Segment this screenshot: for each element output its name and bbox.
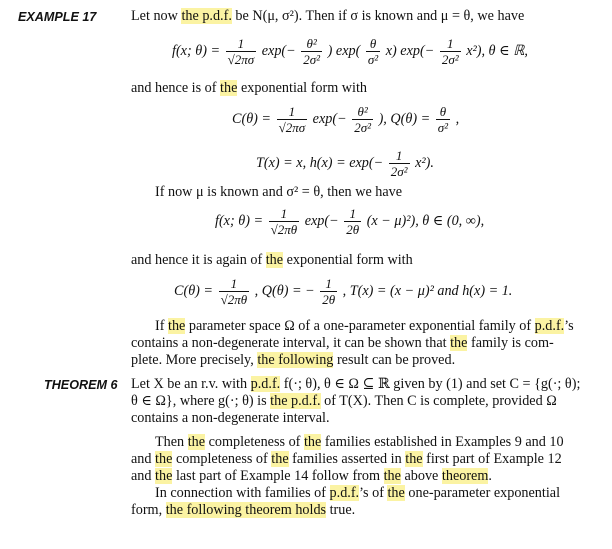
text: θ ∈ Ω}, where g(·; θ) is	[131, 393, 271, 409]
highlight: the	[303, 434, 322, 450]
denominator: 2σ²	[441, 52, 459, 67]
numerator: 1	[226, 36, 257, 52]
text: ’s of	[359, 485, 388, 501]
denominator: √2πσ	[278, 120, 306, 135]
eq-text: exp(−	[304, 212, 339, 229]
highlight: p.d.f.	[250, 376, 281, 392]
theorem-line-1	[131, 376, 580, 393]
theorem-label: THEOREM 6	[44, 378, 118, 392]
eq-text: x) exp(−	[385, 42, 435, 59]
highlight: the	[387, 485, 405, 501]
example-line-4	[131, 252, 413, 269]
highlight: the p.d.f.	[270, 393, 321, 409]
para1-line-2	[131, 335, 554, 352]
denominator: 2σ²	[354, 120, 372, 135]
fraction	[436, 104, 450, 135]
eq-text: ,	[455, 110, 460, 127]
numerator: θ	[366, 36, 380, 52]
numerator: 1	[389, 148, 410, 164]
numerator: 1	[219, 276, 250, 292]
text: exponential form with	[283, 252, 413, 268]
text: In connection with families of	[155, 485, 330, 501]
text: ’s	[564, 318, 574, 334]
highlight: the	[155, 468, 173, 484]
highlight: the	[405, 451, 423, 467]
highlight: the	[265, 252, 284, 268]
fraction	[219, 276, 250, 307]
text: first part of Example 12	[422, 451, 562, 467]
equation-4	[215, 206, 484, 237]
highlight: the	[450, 335, 468, 351]
text: and	[131, 451, 156, 467]
highlight: the	[383, 468, 401, 484]
denominator: σ²	[367, 52, 379, 67]
text: Let now	[131, 8, 182, 24]
text: contains a non-degenerate interval, it can be shown that	[131, 335, 451, 351]
example-label: EXAMPLE 17	[18, 10, 97, 24]
text: and hence is of	[131, 80, 221, 96]
numerator: 1	[269, 206, 300, 222]
para1-line-1	[155, 318, 574, 335]
denominator: √2πθ	[270, 222, 298, 237]
text: families established in Examples 9 and 10	[321, 434, 564, 450]
fraction	[344, 206, 361, 237]
eq-text: , T(x) = (x − μ)² and h(x) = 1.	[342, 282, 513, 299]
fraction	[320, 276, 337, 307]
highlight: the p.d.f.	[181, 8, 232, 24]
fraction	[352, 104, 373, 135]
text: of T(X). Then C is complete, provided Ω	[320, 393, 557, 409]
text: one-parameter exponential	[404, 485, 561, 501]
equation-1	[172, 36, 528, 67]
example-intro	[131, 8, 524, 25]
text: and	[131, 468, 156, 484]
denominator: √2πθ	[220, 292, 248, 307]
text: above	[400, 468, 442, 484]
denominator: 2σ²	[303, 52, 321, 67]
eq-text: C(θ) =	[174, 282, 214, 299]
text: true.	[326, 502, 356, 518]
eq-text: f(x; θ) =	[172, 42, 221, 59]
equation-2	[232, 104, 459, 135]
numerator: 1	[277, 104, 308, 120]
fraction	[440, 36, 461, 67]
highlight: the	[155, 451, 173, 467]
denominator: 2θ	[346, 222, 360, 237]
text: family is com-	[467, 335, 554, 351]
numerator: θ²	[301, 36, 322, 52]
highlight: the following	[257, 352, 334, 368]
text: result can be proved.	[333, 352, 456, 368]
fraction	[301, 36, 322, 67]
eq-text: x²), θ ∈ ℝ,	[466, 42, 528, 59]
theorem-line-3: contains a non-degenerate interval.	[131, 410, 330, 426]
para2-line-3	[131, 468, 492, 485]
equation-3	[256, 148, 434, 179]
numerator: θ	[436, 104, 450, 120]
numerator: θ²	[352, 104, 373, 120]
numerator: 1	[344, 206, 361, 222]
highlight: the	[168, 318, 186, 334]
text: If	[155, 318, 168, 334]
para2-line-1	[155, 434, 564, 451]
para1-line-3	[131, 352, 455, 369]
eq-text: T(x) = x, h(x) = exp(−	[256, 154, 384, 171]
eq-text: (x − μ)²), θ ∈ (0, ∞),	[366, 212, 485, 229]
text: Let X be an r.v. with	[131, 376, 251, 392]
denominator: √2πσ	[227, 52, 255, 67]
highlight: theorem	[441, 468, 489, 484]
highlight: the	[187, 434, 206, 450]
numerator: 1	[440, 36, 461, 52]
theorem-line-2	[131, 393, 557, 410]
eq-text: exp(−	[312, 110, 347, 127]
text: .	[488, 468, 492, 484]
fraction	[269, 206, 300, 237]
equation-5	[174, 276, 512, 307]
text: last part of Example 14 follow from	[172, 468, 384, 484]
highlight: the	[271, 451, 289, 467]
eq-text: x²).	[415, 154, 434, 171]
text: completeness of	[205, 434, 304, 450]
text: form,	[131, 502, 166, 518]
fraction	[277, 104, 308, 135]
text: f(·; θ), θ ∈ Ω ⊆ ℝ given by (1) and set C = {g(·; θ);	[280, 376, 581, 392]
denominator: 2σ²	[390, 164, 408, 179]
text: plete. More precisely,	[131, 352, 258, 368]
text: parameter space Ω of a one-parameter exponential family of	[185, 318, 535, 334]
para2-line-5	[131, 502, 355, 519]
fraction	[366, 36, 380, 67]
eq-text: ), Q(θ) =	[378, 110, 431, 127]
denominator: 2θ	[322, 292, 336, 307]
para2-line-2	[131, 451, 562, 468]
example-line-3: If now μ is known and σ² = θ, then we have	[155, 184, 403, 200]
highlight: the following theorem holds	[165, 502, 327, 518]
numerator: 1	[320, 276, 337, 292]
example-line-2	[131, 80, 367, 97]
highlight: p.d.f.	[534, 318, 565, 334]
fraction	[226, 36, 257, 67]
fraction	[389, 148, 410, 179]
text: Then	[155, 434, 188, 450]
text: be N(μ, σ²). Then if σ is known and μ = θ, we have	[231, 8, 525, 24]
text: exponential form with	[237, 80, 368, 96]
text: families asserted in	[288, 451, 406, 467]
text: completeness of	[172, 451, 272, 467]
highlight: the	[220, 80, 238, 96]
highlight: p.d.f.	[329, 485, 360, 501]
eq-text: , Q(θ) = −	[254, 282, 315, 299]
eq-text: ) exp(	[327, 42, 361, 59]
eq-text: exp(−	[261, 42, 296, 59]
text: and hence it is again of	[131, 252, 266, 268]
eq-text: C(θ) =	[232, 110, 272, 127]
denominator: σ²	[437, 120, 449, 135]
para2-line-4	[155, 485, 560, 502]
eq-text: f(x; θ) =	[215, 212, 264, 229]
